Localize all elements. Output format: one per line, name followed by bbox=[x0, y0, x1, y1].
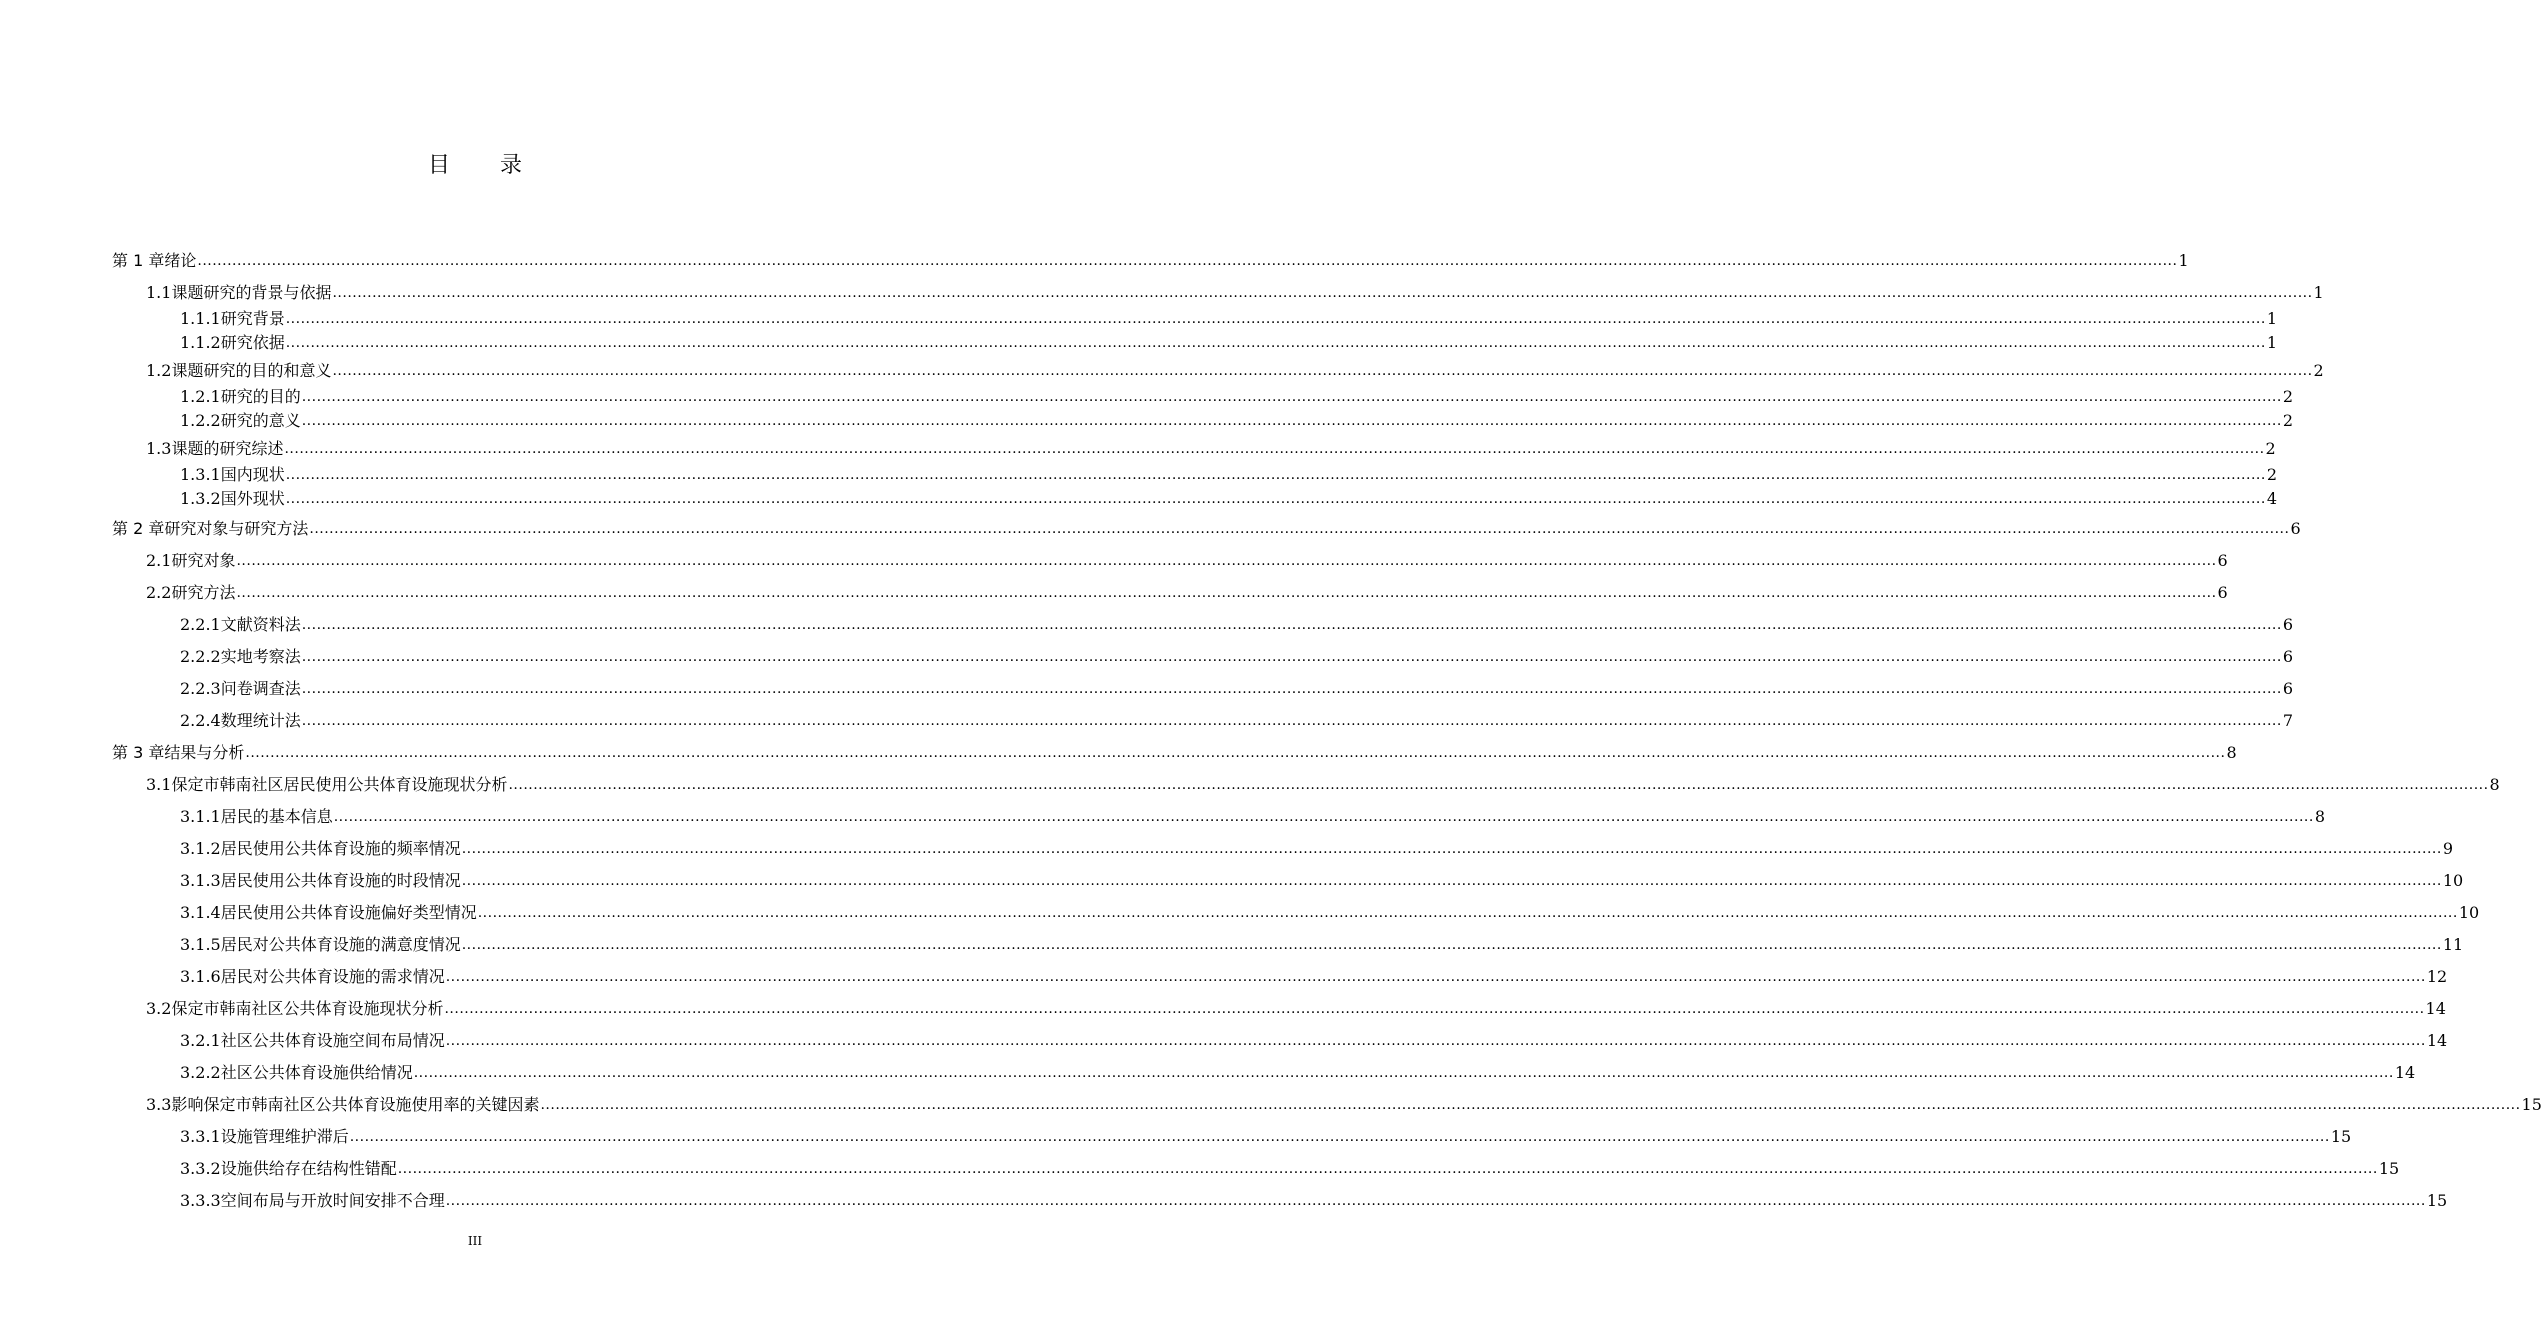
toc-entry-3-1-2[interactable] bbox=[0, 837, 2453, 859]
toc-entry-2-2-4[interactable] bbox=[0, 709, 2293, 731]
toc-entry-3-1-4[interactable] bbox=[0, 901, 2480, 923]
toc-leader-dots: ................................................................................................................................................................................................................................................................................................................................................................................................................ bbox=[285, 335, 2266, 351]
toc-entry-page: 2 bbox=[2282, 387, 2293, 406]
toc-entry-number: 2.2 bbox=[146, 583, 172, 602]
toc-entry-number: 3.1.5 bbox=[180, 935, 221, 954]
toc-entry-label: 研究依据 bbox=[220, 333, 285, 352]
toc-entry-page: 15 bbox=[2426, 1191, 2448, 1210]
toc-leader-dots: ................................................................................................................................................................................................................................................................................................................................................................................................................ bbox=[540, 1097, 2521, 1113]
toc-entry-2-2[interactable] bbox=[0, 581, 2228, 603]
toc-entry-page: 6 bbox=[2217, 583, 2228, 602]
toc-leader-dots: ................................................................................................................................................................................................................................................................................................................................................................................................................ bbox=[413, 1065, 2394, 1081]
toc-leader-dots: ................................................................................................................................................................................................................................................................................................................................................................................................................ bbox=[461, 873, 2442, 889]
toc-entry-label: 设施供给存在结构性错配 bbox=[220, 1159, 397, 1178]
toc-entry-1-1[interactable] bbox=[0, 281, 2324, 303]
toc-entry-label: 绪论 bbox=[164, 251, 197, 270]
toc-entry-label: 保定市韩南社区公共体育设施现状分析 bbox=[171, 999, 444, 1018]
toc-entry-number: 3.3 bbox=[146, 1095, 172, 1114]
toc-entry-label: 研究背景 bbox=[220, 309, 285, 328]
toc-entry-number: 1.3.2 bbox=[180, 489, 221, 508]
toc-leader-dots: ................................................................................................................................................................................................................................................................................................................................................................................................................ bbox=[285, 491, 2266, 507]
toc-entry-label: 课题研究的背景与依据 bbox=[171, 283, 332, 302]
toc-entry-page: 15 bbox=[2330, 1127, 2352, 1146]
toc-leader-dots: ................................................................................................................................................................................................................................................................................................................................................................................................................ bbox=[284, 441, 2265, 457]
toc-entry-label: 社区公共体育设施供给情况 bbox=[220, 1063, 413, 1082]
toc-entry-page: 8 bbox=[2226, 743, 2237, 762]
toc-entry-page: 8 bbox=[2314, 807, 2325, 826]
toc-leader-dots: ................................................................................................................................................................................................................................................................................................................................................................................................................ bbox=[332, 285, 2313, 301]
toc-title bbox=[0, 148, 950, 179]
toc-entry-number: 3.3.3 bbox=[180, 1191, 221, 1210]
toc-leader-dots: ................................................................................................................................................................................................................................................................................................................................................................................................................ bbox=[332, 363, 2313, 379]
toc-entry-page: 6 bbox=[2282, 647, 2293, 666]
toc-leader-dots: ................................................................................................................................................................................................................................................................................................................................................................................................................ bbox=[461, 937, 2442, 953]
toc-entry-page: 14 bbox=[2426, 1031, 2448, 1050]
toc-entry-label: 研究方法 bbox=[171, 583, 236, 602]
toc-entry-1-1-2[interactable] bbox=[0, 331, 2277, 353]
toc-entry-3-2[interactable] bbox=[0, 997, 2446, 1019]
toc-entry-page: 10 bbox=[2458, 903, 2480, 922]
toc-entry-label: 保定市韩南社区居民使用公共体育设施现状分析 bbox=[171, 775, 508, 794]
toc-entry-label: 空间布局与开放时间安排不合理 bbox=[220, 1191, 445, 1210]
toc-entry-label: 研究对象与研究方法 bbox=[164, 519, 309, 538]
toc-entry-3-1-6[interactable] bbox=[0, 965, 2448, 987]
toc-entry-page: 6 bbox=[2290, 519, 2301, 538]
toc-entry-number: 3.2 bbox=[146, 999, 172, 1018]
toc-entry-number: 3.1.3 bbox=[180, 871, 221, 890]
toc-leader-dots: ................................................................................................................................................................................................................................................................................................................................................................................................................ bbox=[236, 585, 2217, 601]
toc-entry-3-2-2[interactable] bbox=[0, 1061, 2416, 1083]
toc-entry-label: 居民使用公共体育设施的时段情况 bbox=[220, 871, 461, 890]
toc-entry-number: 2.2.4 bbox=[180, 711, 221, 730]
toc-entry-第3章[interactable] bbox=[0, 741, 2237, 763]
toc-entry-page: 1 bbox=[2178, 251, 2189, 270]
toc-entry-number: 3.2.1 bbox=[180, 1031, 221, 1050]
toc-entry-page: 6 bbox=[2282, 615, 2293, 634]
toc-entry-number: 2.2.2 bbox=[180, 647, 221, 666]
toc-entry-number: 2.1 bbox=[146, 551, 172, 570]
toc-entry-label: 数理统计法 bbox=[220, 711, 301, 730]
toc-leader-dots: ................................................................................................................................................................................................................................................................................................................................................................................................................ bbox=[349, 1129, 2330, 1145]
toc-entry-number: 1.1.2 bbox=[180, 333, 221, 352]
toc-entry-3-3[interactable] bbox=[0, 1093, 2542, 1115]
toc-entry-1-2-2[interactable] bbox=[0, 409, 2293, 431]
toc-entry-1-1-1[interactable] bbox=[0, 307, 2277, 329]
toc-entry-label: 居民使用公共体育设施偏好类型情况 bbox=[220, 903, 477, 922]
toc-entry-number: 3.3.1 bbox=[180, 1127, 221, 1146]
toc-entry-label: 研究对象 bbox=[171, 551, 236, 570]
toc-entry-number: 3.3.2 bbox=[180, 1159, 221, 1178]
toc-entry-number: 3.1.6 bbox=[180, 967, 221, 986]
toc-leader-dots: ................................................................................................................................................................................................................................................................................................................................................................................................................ bbox=[301, 389, 2282, 405]
toc-entry-label: 居民使用公共体育设施的频率情况 bbox=[220, 839, 461, 858]
toc-leader-dots: ................................................................................................................................................................................................................................................................................................................................................................................................................ bbox=[309, 521, 2290, 537]
toc-entry-number: 1.1.1 bbox=[180, 309, 221, 328]
toc-entry-1-3[interactable] bbox=[0, 437, 2276, 459]
toc-leader-dots: ................................................................................................................................................................................................................................................................................................................................................................................................................ bbox=[301, 713, 2282, 729]
toc-entry-3-1-3[interactable] bbox=[0, 869, 2464, 891]
toc-entry-第1章[interactable] bbox=[0, 249, 2189, 271]
toc-entry-number: 3.2.2 bbox=[180, 1063, 221, 1082]
toc-entry-page: 15 bbox=[2378, 1159, 2400, 1178]
toc-entry-label: 居民对公共体育设施的需求情况 bbox=[220, 967, 445, 986]
toc-entry-2-1[interactable] bbox=[0, 549, 2228, 571]
toc-entry-label: 研究的意义 bbox=[220, 411, 301, 430]
toc-entry-number: 1.3 bbox=[146, 439, 172, 458]
toc-entry-number: 1.1 bbox=[146, 283, 172, 302]
toc-entry-label: 国内现状 bbox=[220, 465, 285, 484]
toc-leader-dots: ................................................................................................................................................................................................................................................................................................................................................................................................................ bbox=[477, 905, 2458, 921]
toc-entry-page: 7 bbox=[2282, 711, 2293, 730]
toc-leader-dots: ................................................................................................................................................................................................................................................................................................................................................................................................................ bbox=[301, 649, 2282, 665]
toc-entry-3-1-1[interactable] bbox=[0, 805, 2325, 827]
toc-entry-page: 11 bbox=[2442, 935, 2464, 954]
toc-entry-number: 1.3.1 bbox=[180, 465, 221, 484]
toc-entry-1-2-1[interactable] bbox=[0, 385, 2293, 407]
toc-entry-2-2-1[interactable] bbox=[0, 613, 2293, 635]
toc-entry-number: 2.2.3 bbox=[180, 679, 221, 698]
toc-entry-page: 2 bbox=[2265, 439, 2276, 458]
toc-title-char-1: 目 bbox=[427, 153, 450, 178]
toc-entry-label: 实地考察法 bbox=[220, 647, 301, 666]
toc-entry-1-3-1[interactable] bbox=[0, 463, 2277, 485]
toc-entry-page: 6 bbox=[2217, 551, 2228, 570]
toc-entry-page: 1 bbox=[2313, 283, 2324, 302]
page-number-footer: III bbox=[467, 1234, 483, 1248]
toc-entry-2-2-3[interactable] bbox=[0, 677, 2293, 699]
toc-entry-3-1-5[interactable] bbox=[0, 933, 2464, 955]
toc-entry-number: 2.2.1 bbox=[180, 615, 221, 634]
toc-entry-page: 14 bbox=[2425, 999, 2446, 1018]
toc-entry-number: 3.1.2 bbox=[180, 839, 221, 858]
toc-leader-dots: ................................................................................................................................................................................................................................................................................................................................................................................................................ bbox=[461, 841, 2442, 857]
toc-entry-page: 2 bbox=[2282, 411, 2293, 430]
toc-entry-number: 3.1.1 bbox=[180, 807, 221, 826]
toc-leader-dots: ................................................................................................................................................................................................................................................................................................................................................................................................................ bbox=[301, 617, 2282, 633]
toc-leader-dots: ................................................................................................................................................................................................................................................................................................................................................................................................................ bbox=[301, 413, 2282, 429]
toc-entry-number: 3.1 bbox=[146, 775, 172, 794]
toc-leader-dots: ................................................................................................................................................................................................................................................................................................................................................................................................................ bbox=[197, 253, 2178, 269]
toc-entry-3-3-1[interactable] bbox=[0, 1125, 2352, 1147]
toc-entry-page: 12 bbox=[2426, 967, 2448, 986]
toc-entry-number: 3.1.4 bbox=[180, 903, 221, 922]
toc-leader-dots: ................................................................................................................................................................................................................................................................................................................................................................................................................ bbox=[236, 553, 2217, 569]
toc-entry-number: 第 2 章 bbox=[112, 519, 165, 538]
toc-entry-3-2-1[interactable] bbox=[0, 1029, 2448, 1051]
toc-entry-number: 1.2 bbox=[146, 361, 172, 380]
toc-entry-number: 1.2.1 bbox=[180, 387, 221, 406]
toc-entry-page: 8 bbox=[2489, 775, 2500, 794]
toc-entry-label: 结果与分析 bbox=[164, 743, 245, 762]
toc-entry-label: 文献资料法 bbox=[220, 615, 301, 634]
toc-leader-dots: ................................................................................................................................................................................................................................................................................................................................................................................................................ bbox=[445, 1033, 2426, 1049]
toc-leader-dots: ................................................................................................................................................................................................................................................................................................................................................................................................................ bbox=[508, 777, 2489, 793]
toc-entry-page: 2 bbox=[2266, 465, 2277, 484]
toc-entry-page: 1 bbox=[2266, 309, 2277, 328]
toc-entry-label: 居民对公共体育设施的满意度情况 bbox=[220, 935, 461, 954]
toc-entry-3-3-2[interactable] bbox=[0, 1157, 2400, 1179]
toc-entry-label: 居民的基本信息 bbox=[220, 807, 333, 826]
toc-leader-dots: ................................................................................................................................................................................................................................................................................................................................................................................................................ bbox=[445, 969, 2426, 985]
toc-entry-label: 课题的研究综述 bbox=[171, 439, 284, 458]
toc-entry-page: 15 bbox=[2521, 1095, 2542, 1114]
toc-entry-number: 1.2.2 bbox=[180, 411, 221, 430]
toc-leader-dots: ................................................................................................................................................................................................................................................................................................................................................................................................................ bbox=[301, 681, 2282, 697]
toc-entry-number: 第 1 章 bbox=[112, 251, 165, 270]
toc-entry-3-1[interactable] bbox=[0, 773, 2500, 795]
toc-entry-page: 2 bbox=[2313, 361, 2324, 380]
toc-entry-number: 第 3 章 bbox=[112, 743, 165, 762]
toc-entry-label: 研究的目的 bbox=[220, 387, 301, 406]
toc-entry-label: 影响保定市韩南社区公共体育设施使用率的关键因素 bbox=[171, 1095, 540, 1114]
toc-entry-第2章[interactable] bbox=[0, 517, 2301, 539]
toc-entry-label: 国外现状 bbox=[220, 489, 285, 508]
toc-entry-label: 社区公共体育设施空间布局情况 bbox=[220, 1031, 445, 1050]
toc-title-char-2: 录 bbox=[500, 153, 523, 178]
toc-entry-page: 1 bbox=[2266, 333, 2277, 352]
toc-entry-page: 6 bbox=[2282, 679, 2293, 698]
toc-entry-3-3-3[interactable] bbox=[0, 1189, 2448, 1211]
toc-entry-1-3-2[interactable] bbox=[0, 487, 2277, 509]
toc-leader-dots: ................................................................................................................................................................................................................................................................................................................................................................................................................ bbox=[445, 1193, 2426, 1209]
toc-entry-2-2-2[interactable] bbox=[0, 645, 2293, 667]
toc-leader-dots: ................................................................................................................................................................................................................................................................................................................................................................................................................ bbox=[444, 1001, 2425, 1017]
toc-entry-page: 10 bbox=[2442, 871, 2464, 890]
toc-leader-dots: ................................................................................................................................................................................................................................................................................................................................................................................................................ bbox=[397, 1161, 2378, 1177]
toc-entry-label: 设施管理维护滞后 bbox=[220, 1127, 349, 1146]
toc-entry-label: 课题研究的目的和意义 bbox=[171, 361, 332, 380]
toc-entry-page: 9 bbox=[2442, 839, 2453, 858]
toc-leader-dots: ................................................................................................................................................................................................................................................................................................................................................................................................................ bbox=[245, 745, 2226, 761]
toc-entry-1-2[interactable] bbox=[0, 359, 2324, 381]
toc-leader-dots: ................................................................................................................................................................................................................................................................................................................................................................................................................ bbox=[285, 311, 2266, 327]
toc-leader-dots: ................................................................................................................................................................................................................................................................................................................................................................................................................ bbox=[333, 809, 2314, 825]
toc-leader-dots: ................................................................................................................................................................................................................................................................................................................................................................................................................ bbox=[285, 467, 2266, 483]
toc-entry-page: 4 bbox=[2266, 489, 2277, 508]
toc-entry-page: 14 bbox=[2394, 1063, 2416, 1082]
toc-entry-label: 问卷调查法 bbox=[220, 679, 301, 698]
